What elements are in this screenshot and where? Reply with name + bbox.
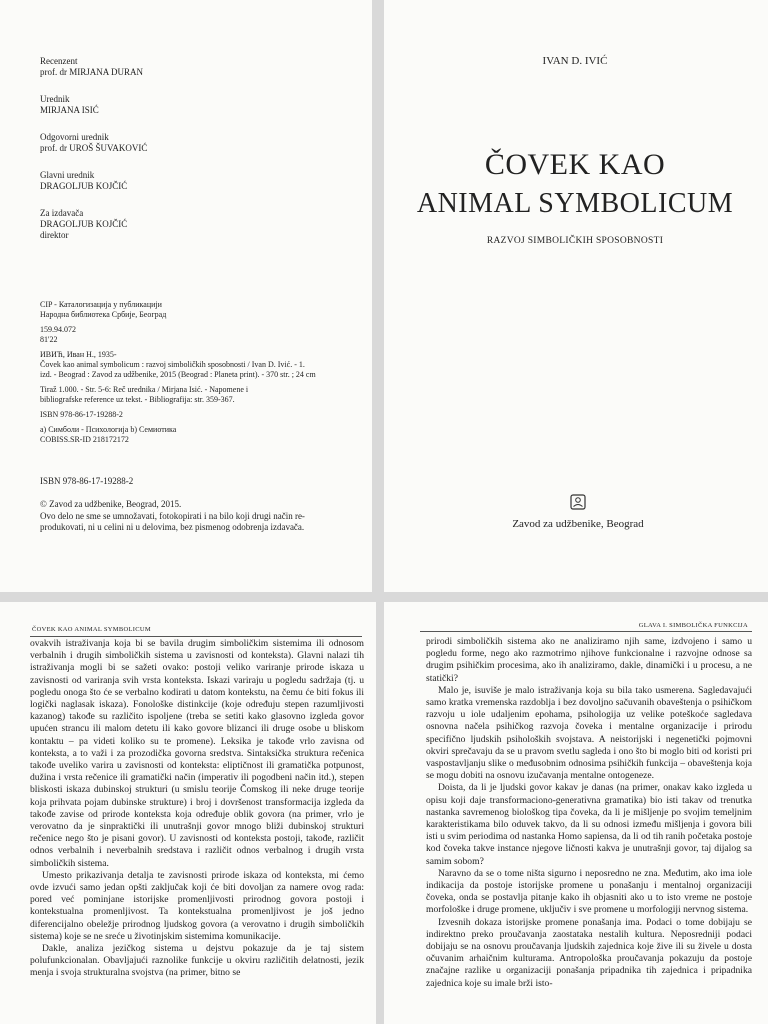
subtitle: RAZVOJ SIMBOLIČKIH SPOSOBNOSTI	[486, 236, 664, 246]
credit-role: Za izdavača	[40, 208, 84, 218]
body-paragraph: Malo je, isuviše je malo istraživanja koja su bila tako usmerena. Sagledavajući samo kratka vremenska razdoblja i bez dovoljno sačuvanih obaveštenja o psihičkom razvoju u iole udaljenim epohama, psihologija uz velike poteškoće sagledava osnovna načela psihičkog razvoja čoveka i mentalne organizacije i prirodu specifično ljudskih psiholoških svojstava. A neistorijski i negenetički pojmovni okviri sprečavaju da se u pravom svetlu sagleda i ono što bi moglo biti od koristi pri vaspostavljanju slike o međusobnim odnosima psihičkih funkcija – obaveštenja koja se mogu dobiti na osnovu izučavanja mentalne ontogeneze.	[426, 684, 752, 782]
credit-name: prof. dr MIRJANA DURAN	[40, 67, 143, 77]
credit-entry	[40, 170, 340, 192]
copyright-block	[40, 499, 360, 533]
credit-entry	[40, 208, 340, 241]
cip-line: ИВИЋ, Иван Н., 1935-	[40, 350, 117, 359]
title-page	[384, 0, 768, 592]
cip-line: bibliografske reference uz tekst. - Bibliografija: str. 359-367.	[40, 395, 235, 404]
cip-line: Tiraž 1.000. - Str. 5-6: Reč urednika / Mirjana Isić. - Napomene i	[40, 385, 249, 394]
body-paragraph: ovakvih istraživanja koja bi se bavila drugim simboličkim sistemima ili odnosom verbalnih i drugih simboličkih sistema u zavisnosti od konteksta). Glavni nalazi tih istraživanja mogli bi se sažeti ovako: postoji veliko variranje prirode iskaza u zavisnosti od variranja svih vrsta konteksta. Iskazi variraju u pogledu sadržaja (tj. u pogledu onoga što će se verbalno kodirati u datom kontekstu, na čemu će biti fokus ili logički naglasak iskaza). Fonološke distinkcije (koje određuju stepen razumljivosti kazanog) takođe su različito ispoljene (treba se setiti kako glasovno izgleda govor upućen strancu ili malom detetu ili kako govore blizanci ili druge osobe u bliskom kontaktu – pa videti koliko su te promene). Leksika je takođe vrlo zavisna od konteksta, a to važi i za prozodička govorna sredstva. Sintaksička struktura rečenica takođe uveliko varira u zavisnosti od konteksta: eliptičnost ili gramatička potpunost, dužina i vrsta rečenice ili gramatički način (imperativ ili pogodbeni način itd.), stepen bliskosti iskaza dubinskoj strukturi (u smislu teorije Čomskog ili neke druge teorije koja prihvata pojam dubinske strukture) i broj i dovršenost transformacija izgleda da takođe zavise od prirode konteksta koja određuje oblik govora (na primer, vrlo je verovatno da je sinpraktički ili unutrašnji govor mnogo bliži dubinskoj strukturi rečenice nego što je pisani govor). U zavisnosti od konteksta postoji, takođe, različit odnos verbalnih i neverbalnih sredstava i različit odnos verbalnog i drugih vrsta simboličkih sistema.	[30, 638, 364, 869]
copyright-line: Ovo delo ne sme se umnožavati, fotokopirati i na bilo koji drugi način re-	[40, 511, 305, 521]
credit-entry	[40, 132, 340, 154]
running-head-left: ČOVEK KAO ANIMAL SYMBOLICUM	[32, 626, 151, 633]
credit-entry	[40, 94, 340, 116]
header-rule	[30, 636, 362, 637]
cip-line: Čovek kao animal symbolicum : razvoj simboličkih sposobnosti / Ivan D. Ivić. - 1.	[40, 360, 305, 369]
credit-entry	[40, 56, 340, 78]
copyright-line: © Zavod za udžbenike, Beograd, 2015.	[40, 499, 182, 509]
cip-line: ISBN 978-86-17-19288-2	[40, 410, 123, 419]
credits-block	[40, 56, 340, 257]
imprint-page	[0, 0, 372, 592]
running-head-right: GLAVA I. SIMBOLIČKA FUNKCIJA	[638, 622, 748, 629]
copyright-line: produkovati, ni u celini ni u delovima, bez pismenog odobrenja izdavača.	[40, 522, 305, 532]
cip-line: izd. - Beograd : Zavod za udžbenike, 2015 (Beograd : Planeta print). - 370 str. ; 24 cm	[40, 370, 316, 379]
publisher-logo-icon	[570, 494, 586, 510]
cip-line: Народна библиотека Србије, Београд	[40, 310, 167, 319]
body-paragraph: Izvesnih dokaza istorijske promene ponašanja ima. Podaci o tome dobijaju se indirektno preko proučavanja zaostataka nestalih kultura. Neposredniji podaci dobijaju se na osnovu proučavanja ljudskih zajednica koje žive ili su živele u dosta očuvanim arhaičnim kulturama. Antropološka proučavanja pokazuju da postoje značajne razlike u organizaciji ponašanja pripadnika tih zajednica i pripadnika zajednica koje su imale brži isto-	[426, 916, 752, 989]
credit-role: Glavni urednik	[40, 170, 95, 180]
author-name: IVAN D. IVIĆ	[542, 55, 608, 67]
text-page-right	[384, 602, 768, 1024]
cip-block	[40, 300, 360, 445]
credit-role: Recenzent	[40, 56, 78, 66]
title-line-1: ČOVEK KAO	[484, 148, 666, 181]
publisher-name: Zavod za udžbenike, Beograd	[512, 518, 644, 530]
cip-line: 159.94.072	[40, 325, 76, 334]
credit-name: direktor	[40, 230, 69, 240]
body-text-right	[426, 636, 752, 990]
header-rule	[420, 631, 752, 632]
body-text-left	[30, 638, 364, 980]
credit-name: DRAGOLJUB KOJČIĆ	[40, 219, 128, 229]
isbn-line: ISBN 978-86-17-19288-2	[40, 476, 134, 486]
body-paragraph: Umesto prikazivanja detalja te zavisnosti prirode iskaza od konteksta, mi ćemo ovde izvući samo jedan opšti zaključak koji će biti dovoljan za namere ovog rada: pored već pominjane istorijske promenljivosti prirodnog govora postoji i kontekstualna promenljivost. Ta kontekstualna promenljivost je još jedno diferencijalno obeležje prirodnog ljudskog govora (a verovatno i drugih simboličkih sistema) koje se ne sreće u životinjskim sistemima komunikacije.	[30, 869, 364, 942]
cip-line: COBISS.SR-ID 218172172	[40, 435, 129, 444]
body-paragraph: Naravno da se o tome ništa sigurno i neposredno ne zna. Međutim, ako ima iole indikacija da postoje istorijske promene u ponašanju i mentalnoj organizaciji čoveka, onda se postavlja pitanje kako ih objasniti ako u to isto vreme ne postoje morfološke i druge promene, uključiv i sve promene u morfologiji nervnog sistema.	[426, 867, 752, 916]
body-paragraph: prirodi simboličkih sistema ako ne analiziramo njih same, izdvojeno i samo u pogledu forme, nego ako razmotrimo njihove funkcionalne i razvojne odnose sa drugim psihičkim procesima, ako ih analiziramo, dakle, dinamički i u procesu, a ne statički?	[426, 636, 752, 684]
body-paragraph: Doista, da li je ljudski govor kakav je danas (na primer, onakav kako izgleda u opisu koji daje transformaciono-generativna gramatika) bio isti takav od trenutka nastanka savremenog biološkog tipa čoveka, da li je mišljenje po svojim temeljnim karakteristikama bilo oduvek takvo, da li su odnosi između mišljenja i govora bili isti u svim periodima od nastanka Homo sapiensa, da li od tih ranih početaka postoje kod čoveka takve instance njegove ličnosti kakva je unutrašnji govor, taj dijalog sa samim sobom?	[426, 782, 752, 867]
credit-role: Urednik	[40, 94, 70, 104]
cip-line: a) Симболи - Психологија b) Семиотика	[40, 425, 177, 434]
text-page-left	[0, 602, 376, 1024]
credit-name: prof. dr UROŠ ŠUVAKOVIĆ	[40, 143, 148, 153]
credit-name: DRAGOLJUB KOJČIĆ	[40, 181, 128, 191]
title-line-2: ANIMAL SYMBOLICUM	[416, 188, 734, 219]
cip-line: 81'22	[40, 335, 58, 344]
credit-role: Odgovorni urednik	[40, 132, 109, 142]
body-paragraph: Dakle, analiza jezičkog sistema u dejstvu pokazuje da je taj sistem polufunkcionalan. Obavljajući raznolike funkcije u okviru različitih delatnosti, jezik menja i svoja strukturalna svojstva (na primer, bitno se	[30, 943, 364, 979]
cip-line: CIP - Каталогизација у публикацији	[40, 300, 162, 309]
credit-name: MIRJANA ISIĆ	[40, 105, 99, 115]
